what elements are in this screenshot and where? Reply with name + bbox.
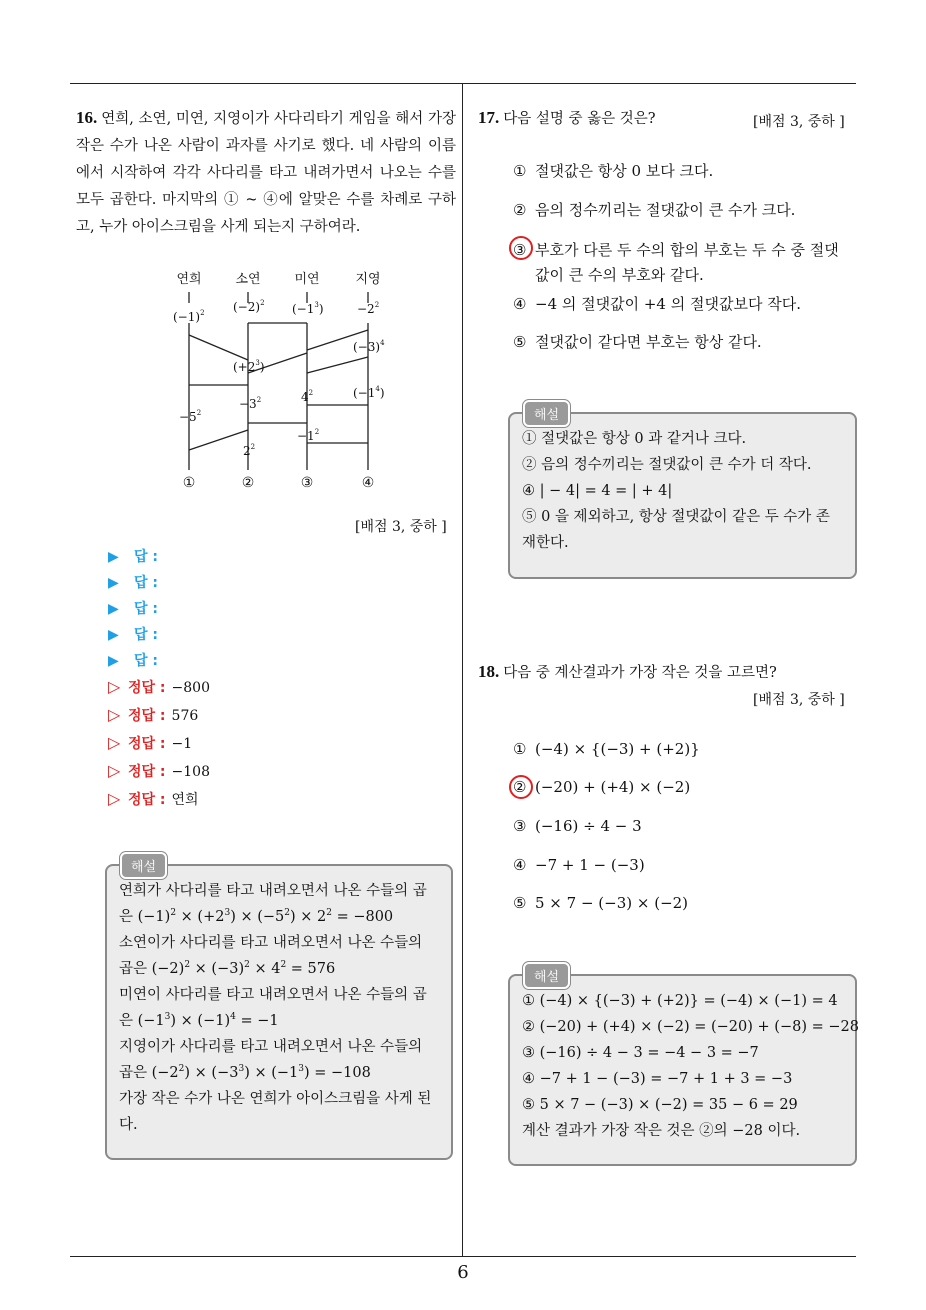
q17-solution-line: ⑤ 0 을 제외하고, 항상 절댓값이 같은 두 수가 존재한다.	[522, 509, 830, 551]
ladder-bottom-2: ②	[241, 475, 255, 491]
q16-solution-line: 소연이가 사다리를 타고 내려오면서 나온 수들의 곱은 $(-2)^2 \times (-3)^2 \times 4^2 = 576$	[119, 935, 423, 977]
q16-answer-row[interactable]: ▶ 답 :	[108, 549, 158, 565]
q18-solution-line: ④ −7 + 1 − (−3) = −7 + 1 + 3 = −3	[522, 1071, 793, 1087]
q18-choice-2[interactable]: ② (−20) + (+4) × (−2)	[513, 778, 691, 796]
q18-choice-4[interactable]: ④ −7 + 1 − (−3)	[513, 856, 645, 874]
ladder-bottom-4: ④	[361, 475, 375, 491]
svg-text:(−3)4: $(-3)^4$	[353, 339, 385, 354]
q16-solution-box	[105, 864, 453, 1160]
q16-solution-line: 지영이가 사다리를 타고 내려오면서 나온 수들의 곱은 $(-2^2) \times (-3^3) \times (-1^3) = -108$	[119, 1039, 423, 1081]
q17-solution-tag: 해설	[523, 400, 570, 427]
q16-answer-row[interactable]: ▶ 답 :	[108, 575, 158, 591]
column-divider	[462, 83, 463, 1257]
q16-correct-answer: ▷ 정답 : −108	[108, 761, 210, 780]
top-rule	[70, 83, 856, 84]
svg-text:−52: $-5^2$	[179, 409, 202, 424]
q18-title: 다음 중 계산결과가 가장 작은 것을 고르면?	[503, 665, 777, 681]
q16-question	[76, 105, 456, 240]
q18-solution-box	[508, 974, 857, 1166]
q18-choice-3[interactable]: ③ (−16) ÷ 4 − 3	[513, 817, 642, 835]
q17-solution-line: ① 절댓값은 항상 0 과 같거나 크다.	[522, 431, 747, 447]
q16-answer-row[interactable]: ▶ 답 :	[108, 653, 158, 669]
q17-score: [배점 3, 중하 ]	[753, 114, 845, 130]
ladder-name-jiyoung: 지영	[355, 272, 381, 287]
bottom-rule	[70, 1256, 856, 1257]
svg-text:−32: $-3^2$	[239, 396, 262, 411]
svg-text:(−1)2: $(-1)^2$	[173, 309, 205, 324]
q17-choice-5[interactable]: ⑤ 절댓값이 같다면 부호는 항상 같다.	[513, 333, 762, 351]
q17-choice-2[interactable]: ② 음의 정수끼리는 절댓값이 큰 수가 크다.	[513, 201, 796, 219]
q18-solution-line: ③ (−16) ÷ 4 − 3 = −4 − 3 = −7	[522, 1045, 759, 1061]
q17-solution-line: ② 음의 정수끼리는 절댓값이 큰 수가 더 작다.	[522, 457, 812, 473]
q16-correct-answer: ▷ 정답 : 576	[108, 705, 199, 724]
ladder-name-yeonhui: 연희	[176, 272, 202, 287]
svg-text:22: $2^2$	[243, 443, 256, 458]
q17-choice-1[interactable]: ① 절댓값은 항상 0 보다 크다.	[513, 162, 714, 180]
q16-solution-tag: 해설	[120, 852, 167, 879]
q17-choice-4[interactable]: ④ −4 의 절댓값이 +4 의 절댓값보다 작다.	[513, 295, 801, 313]
q16-solution-line: 가장 작은 수가 나온 연희가 아이스크림을 사게 된다.	[119, 1091, 432, 1133]
q17-question	[478, 105, 656, 132]
q16-answer-row[interactable]: ▶ 답 :	[108, 627, 158, 643]
svg-text:(+23): $(+2^3)$	[233, 359, 265, 374]
q17-solution-box	[508, 412, 857, 579]
q17-number: 17.	[478, 108, 500, 127]
q16-correct-answer: ▷ 정답 : −1	[108, 733, 193, 752]
q18-solution-line: 계산 결과가 가장 작은 것은 ②의 −28 이다.	[522, 1123, 801, 1139]
q16-correct-answer: ▷ 정답 : 연희	[108, 789, 199, 808]
ladder-diagram	[165, 265, 395, 495]
q16-correct-answer: ▷ 정답 : −800	[108, 677, 210, 696]
ladder-name-soyeon: 소연	[235, 272, 261, 287]
q18-solution-tag: 해설	[523, 962, 570, 989]
q18-choice-1[interactable]: ① (−4) × {(−3) + (+2)}	[513, 740, 700, 758]
ladder-bottom-3: ③	[300, 475, 314, 491]
q16-number: 16.	[76, 108, 98, 127]
q17-correct-mark	[509, 236, 533, 260]
svg-text:(−2)2: $(-2)^2$	[233, 299, 265, 314]
ladder-bottom-1: ①	[182, 475, 196, 491]
ladder-name-miyeon: 미연	[294, 272, 320, 287]
svg-text:(−14): $(-1^4)$	[353, 385, 385, 400]
q18-solution-line: ① (−4) × {(−3) + (+2)} = (−4) × (−1) = 4	[522, 993, 838, 1009]
page-number: 6	[457, 1262, 469, 1283]
svg-text:−22: $-2^2$	[357, 301, 380, 316]
q18-solution-line: ② (−20) + (+4) × (−2) = (−20) + (−8) = −28	[522, 1019, 859, 1035]
q16-text: 연희, 소연, 미연, 지영이가 사다리타기 게임을 해서 가장 작은 수가 나온 사람이 과자를 사기로 했다. 네 사람의 이름에서 시작하여 각각 사다리를 타고 내려가면서 나오는 수를 모두 곱한다. 마지막의 ① ~ ④에 알맞은 수를 차례로 구하고, 누가 아이스크림을 사게 되는지 구하여라.	[76, 111, 456, 235]
q17-choice-3[interactable]: ③ 부호가 다른 두 수의 합의 부호는 두 수 중 절댓 값이 큰 수의 부호와 같다.	[513, 241, 839, 284]
q16-solution-line: 미연이 사다리를 타고 내려오면서 나온 수들의 곱은 $(-1^3) \times (-1)^4 = -1$	[119, 987, 427, 1029]
q17-title: 다음 설명 중 옳은 것은?	[503, 111, 656, 127]
svg-text:42: $4^2$	[301, 389, 314, 404]
svg-text:(−13): $(-1^3)$	[292, 301, 324, 316]
q18-choice-5[interactable]: ⑤ 5 × 7 − (−3) × (−2)	[513, 894, 689, 912]
q16-answer-row[interactable]: ▶ 답 :	[108, 601, 158, 617]
q16-solution-line: 연희가 사다리를 타고 내려오면서 나온 수들의 곱은 $(-1)^2 \times (+2^3) \times (-5^2) \times 2^2 = -800$	[119, 883, 427, 925]
q18-correct-mark	[509, 775, 533, 799]
q16-score: [배점 3, 중하 ]	[355, 519, 447, 535]
q18-question	[478, 659, 777, 686]
q18-score: [배점 3, 중하 ]	[753, 692, 845, 708]
q18-number: 18.	[478, 662, 500, 681]
svg-text:−12: $-1^2$	[297, 428, 320, 443]
q18-solution-line: ⑤ 5 × 7 − (−3) × (−2) = 35 − 6 = 29	[522, 1097, 798, 1113]
q17-solution-line: ④ | − 4| = 4 = | + 4|	[522, 483, 673, 499]
